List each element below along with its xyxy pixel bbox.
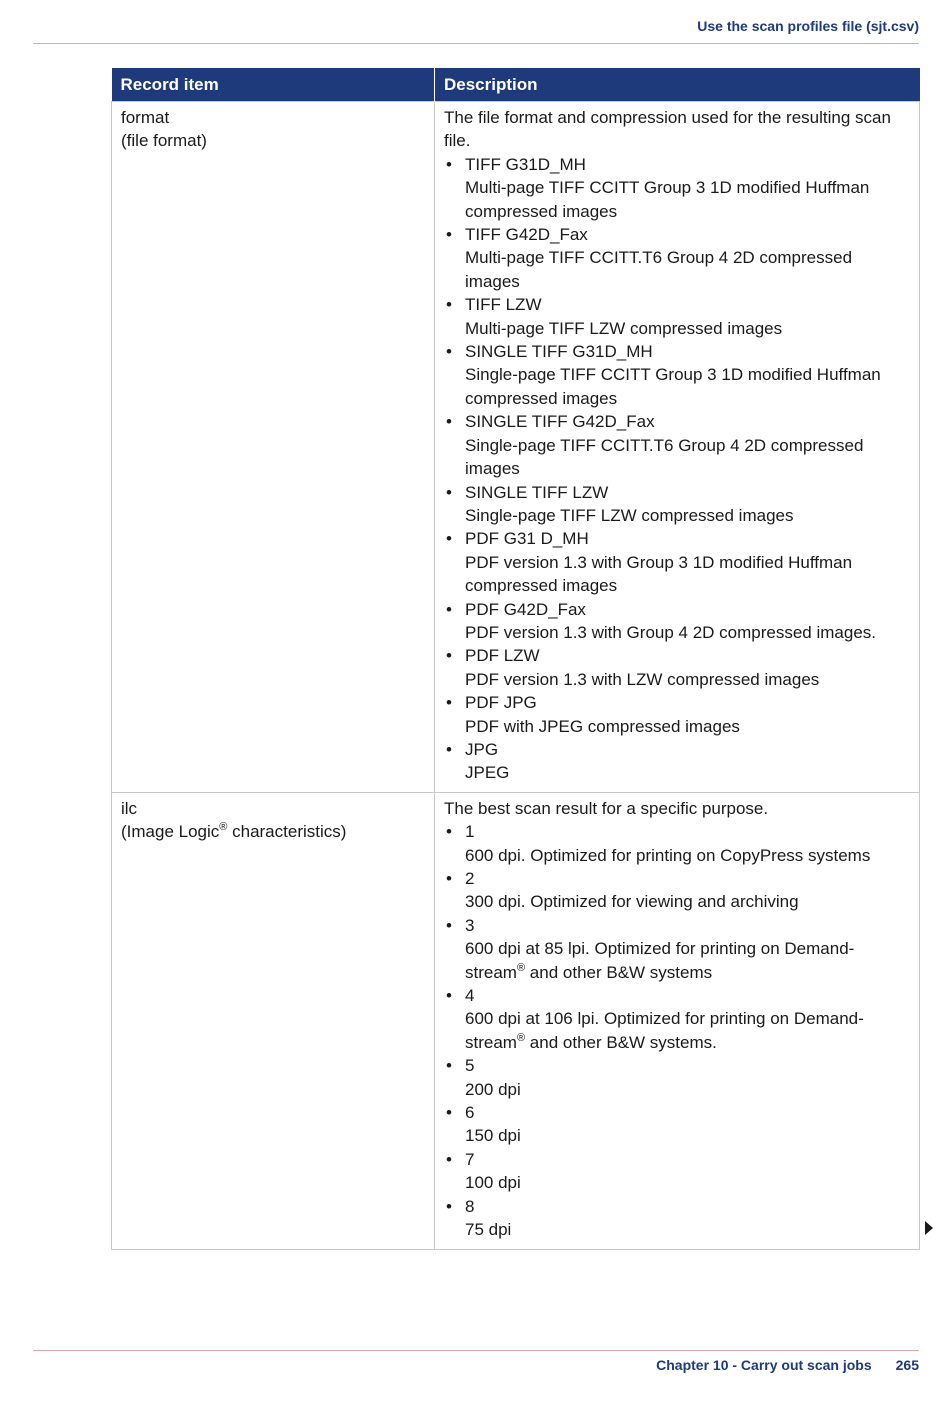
option-name: • 5 [465, 1056, 475, 1076]
record-items-table [111, 68, 920, 1250]
list-item [444, 527, 910, 597]
description-cell [435, 102, 920, 793]
footer-chapter-title: Chapter 10 - Carry out scan jobs [656, 1357, 872, 1373]
record-item-subtitle [121, 820, 425, 843]
page-number: 265 [895, 1357, 919, 1373]
option-name: • SINGLE TIFF LZW [465, 482, 609, 502]
format-options-list [444, 153, 910, 785]
list-item [444, 914, 910, 984]
option-name: • 8 [465, 1196, 475, 1216]
list-item [444, 867, 910, 914]
option-description: PDF with JPEG compressed images [465, 716, 740, 736]
list-item [444, 738, 910, 785]
list-item [444, 691, 910, 738]
option-description: 200 dpi [465, 1079, 521, 1099]
ilc-options-list [444, 820, 910, 1241]
option-name: • 1 [465, 822, 475, 842]
option-description: PDF version 1.3 with LZW compressed images [465, 669, 820, 689]
option-name: • PDF JPG [465, 693, 537, 713]
option-name: • PDF LZW [465, 646, 540, 666]
option-description: 150 dpi [465, 1126, 521, 1146]
option-description [465, 937, 910, 984]
option-description: JPEG [465, 763, 510, 783]
option-description: Single-page TIFF CCITT Group 3 1D modified Huffman compressed images [465, 365, 881, 408]
option-name: • 7 [465, 1149, 475, 1169]
option-description-end: and other B&W systems. [525, 1032, 717, 1052]
option-description: Multi-page TIFF CCITT Group 3 1D modified Huffman compressed images [465, 178, 870, 221]
description-intro: The best scan result for a specific purpose. [444, 798, 769, 818]
option-description-start: 600 dpi at 85 lpi. Optimized for printing on Demand-stream [465, 939, 855, 982]
list-item [444, 340, 910, 410]
list-item [444, 984, 910, 1054]
list-item [444, 1195, 910, 1242]
option-name: • SINGLE TIFF G31D_MH [465, 342, 653, 362]
option-description: 75 dpi [465, 1220, 512, 1240]
table-header-row [112, 68, 920, 102]
option-description: 600 dpi. Optimized for printing on CopyPress systems [465, 845, 871, 865]
option-name: • 2 [465, 869, 475, 888]
column-header-record-item: Record item [112, 68, 435, 102]
column-header-description: Description [435, 68, 920, 102]
registered-mark: ® [516, 961, 526, 974]
option-description: Multi-page TIFF CCITT.T6 Group 4 2D compressed images [465, 248, 853, 291]
option-description: PDF version 1.3 with Group 4 2D compressed images. [465, 622, 877, 642]
option-description [465, 1007, 910, 1054]
option-name: • SINGLE TIFF G42D_Fax [465, 412, 655, 432]
list-item [444, 481, 910, 528]
list-item [444, 293, 910, 340]
header-rule [33, 43, 919, 44]
footer-rule [33, 1350, 919, 1351]
list-item [444, 1148, 910, 1195]
option-description: Single-page TIFF LZW compressed images [465, 505, 794, 525]
list-item [444, 410, 910, 480]
list-item [444, 153, 910, 223]
option-name: • PDF G42D_Fax [465, 599, 586, 619]
table-row [112, 102, 920, 793]
record-item-cell [112, 102, 435, 793]
option-name: • 4 [465, 986, 475, 1006]
running-header-title: Use the scan profiles file (sjt.csv) [697, 18, 919, 34]
record-item-name: ilc [121, 798, 138, 818]
option-name: • 6 [465, 1103, 475, 1123]
table-row [112, 792, 920, 1249]
continued-arrow-icon [925, 1221, 933, 1235]
record-item-name: format [121, 108, 170, 127]
list-item [444, 598, 910, 645]
list-item [444, 1101, 910, 1148]
description-cell [435, 792, 920, 1249]
list-item [444, 1054, 910, 1101]
option-name: • PDF G31 D_MH [465, 529, 589, 549]
description-intro: The file format and compression used for the resulting scan file. [444, 108, 891, 151]
registered-mark: ® [219, 821, 228, 834]
record-item-cell [112, 792, 435, 1249]
option-description: PDF version 1.3 with Group 3 1D modified Huffman compressed images [465, 552, 853, 596]
option-description: Multi-page TIFF LZW compressed images [465, 318, 783, 338]
record-item-subtitle: (file format) [121, 131, 207, 151]
page-footer [656, 1357, 919, 1373]
option-description: Single-page TIFF CCITT.T6 Group 4 2D compressed images [465, 435, 864, 479]
option-name: • JPG [465, 739, 499, 759]
option-name: • TIFF G42D_Fax [465, 225, 588, 245]
list-item [444, 644, 910, 691]
option-description: 100 dpi [465, 1173, 521, 1193]
option-name: • TIFF LZW [465, 295, 542, 315]
list-item [444, 223, 910, 293]
option-description-start: 600 dpi at 106 lpi. Optimized for printing on Demand-stream [465, 1009, 864, 1052]
subtitle-text-start: (Image Logic [121, 822, 220, 842]
option-name: • 3 [465, 915, 475, 935]
list-item [444, 820, 910, 867]
option-description: 300 dpi. Optimized for viewing and archiving [465, 892, 799, 912]
registered-mark: ® [516, 1031, 526, 1044]
subtitle-text-end: characteristics) [227, 822, 347, 842]
option-description-end: and other B&W systems [525, 962, 713, 982]
option-name: • TIFF G31D_MH [465, 154, 586, 174]
